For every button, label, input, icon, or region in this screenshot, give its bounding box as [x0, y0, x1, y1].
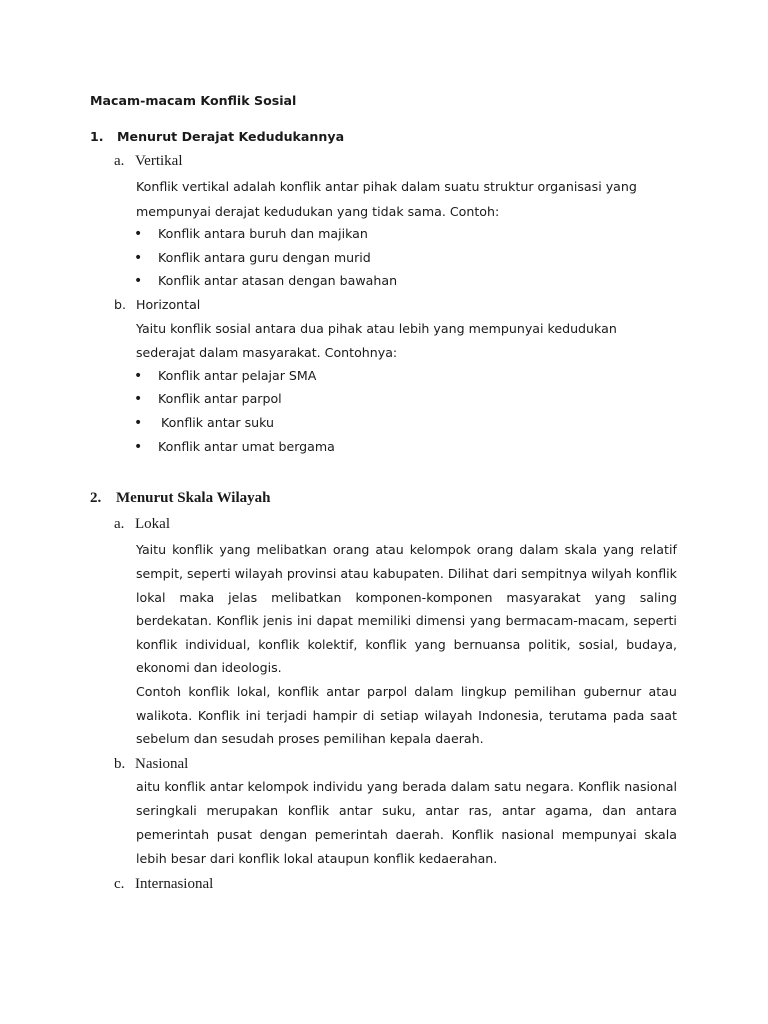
word: lingkup — [460, 684, 507, 699]
item-2a-text-line — [136, 683, 677, 701]
word: yang — [603, 542, 635, 557]
bullet-marker: • — [134, 439, 143, 455]
item-1a-label: Vertikal — [135, 153, 183, 169]
word: Konflik — [578, 779, 621, 794]
word: konflik — [164, 779, 206, 794]
word: negara. — [525, 779, 574, 794]
word: bernuansa — [453, 637, 521, 652]
word: berada — [402, 779, 447, 794]
word: berdekatan. — [136, 613, 212, 628]
word: antar — [425, 803, 459, 818]
item-2b-letter: b. — [114, 756, 126, 772]
item-1b-label: Horizontal — [136, 297, 201, 312]
word: pemerintah — [314, 827, 388, 842]
word: satu — [494, 779, 522, 794]
word: Konflik — [197, 708, 240, 723]
word: individual, — [185, 637, 251, 652]
item-2a-text-line: sebelum dan sesudah proses pemilihan kepala daerah. — [136, 731, 484, 746]
item-2b-text-line: lebih besar dari konflik lokal ataupun konflik kedaerahan. — [136, 851, 498, 866]
word: di — [362, 708, 375, 723]
word: Konflik — [216, 613, 259, 628]
word: wilyah — [591, 566, 632, 581]
word: seperti — [633, 613, 677, 628]
word: kolektif, — [307, 637, 358, 652]
item-2c-letter: c. — [114, 876, 125, 892]
word: pemerintah — [136, 827, 210, 842]
word: wilayah — [234, 566, 283, 581]
item-2a-label: Lokal — [135, 516, 170, 532]
bullet-marker: • — [134, 415, 143, 431]
word: sempit, — [136, 566, 184, 581]
word: seperti — [187, 566, 231, 581]
word: dalam — [519, 542, 559, 557]
word: nasional — [624, 779, 677, 794]
word: terutama — [548, 708, 608, 723]
word: kelompok — [247, 779, 309, 794]
word: suku, — [382, 803, 416, 818]
word: yang — [366, 779, 399, 794]
word: Konflik — [451, 827, 494, 842]
item-2a-text-line — [136, 541, 677, 559]
word: skala — [564, 542, 598, 557]
bullet-item: Konflik antar pelajar SMA — [158, 368, 317, 383]
word: pusat — [216, 827, 252, 842]
word: kelompok — [409, 542, 471, 557]
word: mempunyai — [561, 827, 637, 842]
word: politik, — [528, 637, 571, 652]
word: terjadi — [266, 708, 307, 723]
word: yang — [469, 613, 502, 628]
word: antar — [326, 684, 360, 699]
item-2a-text-line — [136, 636, 677, 654]
word: daerah. — [395, 827, 444, 842]
bullet-marker: • — [134, 391, 143, 407]
item-2b-text-line — [136, 802, 677, 820]
word: melibatkan — [271, 590, 342, 605]
word: agama, — [545, 803, 593, 818]
word: ini — [245, 708, 261, 723]
word: komponen-komponen — [355, 590, 493, 605]
word: Contoh — [136, 684, 182, 699]
item-2a-text-line — [136, 612, 677, 630]
word: maka — [179, 590, 215, 605]
word: dan — [602, 803, 626, 818]
bullet-item: Konflik antar parpol — [158, 391, 282, 406]
word: sempitnya — [521, 566, 588, 581]
word: lokal — [136, 590, 166, 605]
word: dimensi — [415, 613, 466, 628]
word: pemilihan — [513, 684, 577, 699]
word: dari — [492, 566, 518, 581]
word: saling — [639, 590, 677, 605]
bullet-marker: • — [134, 368, 143, 384]
word: sosial, — [578, 637, 619, 652]
word: konflik — [136, 637, 178, 652]
item-1a-text-line: Konflik vertikal adalah konflik antar pihak dalam suatu struktur organisasi yang — [136, 179, 637, 194]
bullet-item: Konflik antar umat bergama — [158, 439, 335, 454]
word: konflik — [365, 637, 407, 652]
section-1-number: 1. — [90, 129, 104, 144]
word: individu — [312, 779, 363, 794]
bullet-marker: • — [134, 226, 143, 242]
word: pada — [612, 708, 645, 723]
word: seringkali — [136, 803, 197, 818]
bullet-marker: • — [134, 273, 143, 289]
word: lokal, — [236, 684, 271, 699]
word: yang — [219, 542, 251, 557]
bullet-item: Konflik antara guru dengan murid — [158, 250, 371, 265]
word: wilayah — [424, 708, 473, 723]
item-1b-text-line: sederajat dalam masyarakat. Contohnya: — [136, 345, 398, 360]
item-2a-text-line — [136, 589, 677, 607]
word: dalam — [450, 779, 490, 794]
item-2a-text-line: ekonomi dan ideologis. — [136, 660, 282, 675]
item-2b-text-line — [136, 778, 677, 796]
word: dapat — [316, 613, 353, 628]
document-title: Macam-macam Konflik Sosial — [90, 93, 297, 108]
word: memiliki — [357, 613, 412, 628]
item-1b-text-line: Yaitu konflik sosial antara dua pihak atau lebih yang mempunyai kedudukan — [136, 321, 617, 336]
item-2b-text-line — [136, 826, 677, 844]
item-2a-letter: a. — [114, 516, 125, 532]
word: dengan — [259, 827, 308, 842]
word: jenis — [263, 613, 293, 628]
word: merupakan — [206, 803, 279, 818]
word: ras, — [468, 803, 493, 818]
word: konflik — [258, 637, 300, 652]
bullet-item: Konflik antara buruh dan majikan — [158, 226, 368, 241]
word: yang — [414, 637, 446, 652]
word: antar — [338, 803, 373, 818]
word: saat — [650, 708, 677, 723]
word: relatif — [640, 542, 677, 557]
word: setiap — [380, 708, 419, 723]
word: konflik — [188, 684, 230, 699]
word: Dilihat — [447, 566, 489, 581]
word: melibatkan — [256, 542, 327, 557]
section-1-heading: Menurut Derajat Kedudukannya — [117, 129, 345, 144]
word: Yaitu — [136, 542, 167, 557]
word: konflik — [635, 566, 677, 581]
bullet-item: Konflik antar atasan dengan bawahan — [158, 273, 398, 288]
word: hampir — [312, 708, 358, 723]
word: walikota. — [136, 708, 193, 723]
word: bermacam-macam, — [505, 613, 629, 628]
item-2b-label: Nasional — [135, 756, 189, 772]
word: antara — [635, 803, 677, 818]
word: antar — [209, 779, 244, 794]
word: atau — [340, 566, 369, 581]
word: atau — [375, 542, 404, 557]
word: konflik — [172, 542, 214, 557]
item-2a-text-line — [136, 707, 677, 725]
word: jelas — [228, 590, 258, 605]
word: masyarakat — [506, 590, 581, 605]
section-2-heading: Menurut Skala Wilayah — [116, 490, 271, 506]
item-1a-text-line: mempunyai derajat kedudukan yang tidak sama. Contoh: — [136, 204, 500, 219]
word: kabupaten. — [372, 566, 444, 581]
word: antar — [501, 803, 536, 818]
word: orang — [332, 542, 370, 557]
word: nasional — [501, 827, 555, 842]
item-2c-label: Internasional — [135, 876, 214, 892]
word: atau — [648, 684, 677, 699]
word: aitu — [136, 779, 161, 794]
word: ini — [297, 613, 312, 628]
word: Indonesia, — [478, 708, 544, 723]
word: budaya, — [626, 637, 677, 652]
word: konflik — [277, 684, 319, 699]
word: provinsi — [286, 566, 337, 581]
word: parpol — [367, 684, 408, 699]
word: skala — [644, 827, 677, 842]
word: orang — [476, 542, 514, 557]
item-2a-text-line — [136, 565, 677, 583]
item-1b-letter: b. — [114, 297, 126, 312]
word: yang — [594, 590, 626, 605]
word: konflik — [287, 803, 330, 818]
word: gubernur — [583, 684, 642, 699]
item-1a-letter: a. — [114, 153, 125, 169]
word: dalam — [414, 684, 454, 699]
section-2-number: 2. — [90, 490, 102, 506]
bullet-marker: • — [134, 250, 143, 266]
bullet-item: Konflik antar suku — [161, 415, 275, 430]
